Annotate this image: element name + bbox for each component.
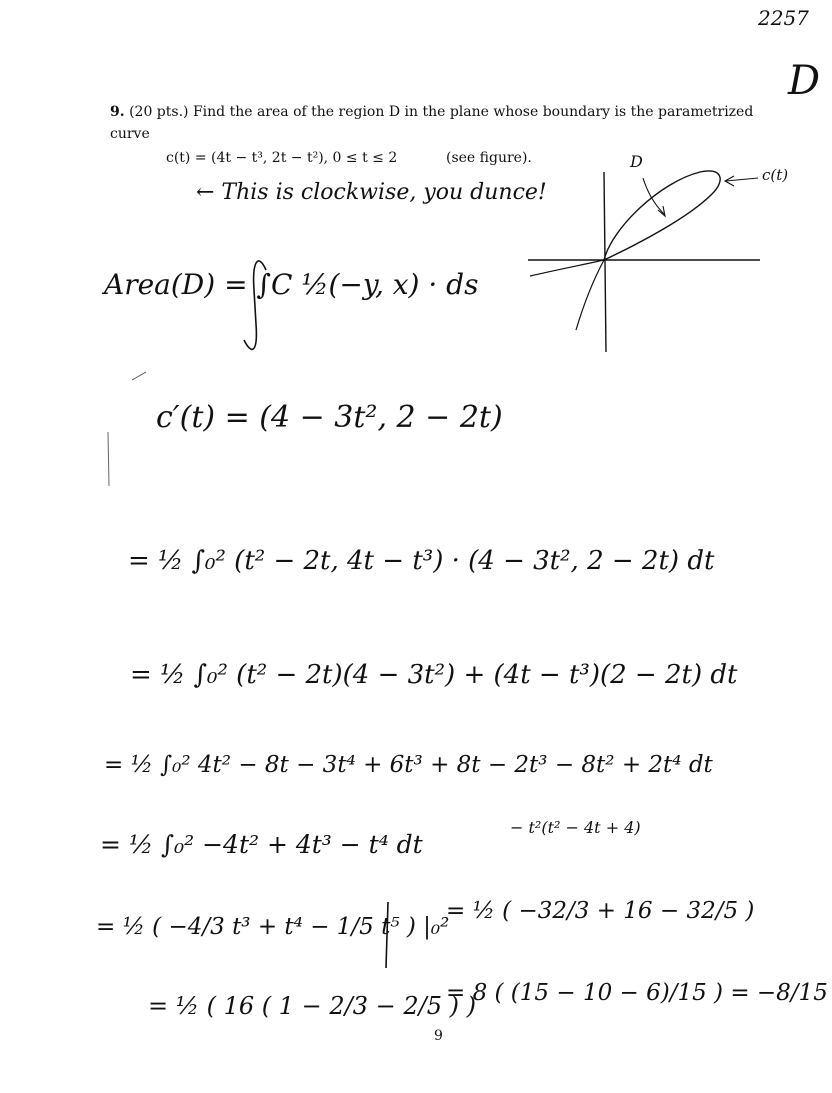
figure-region-label: D: [630, 152, 643, 171]
stray-mark: [108, 432, 109, 486]
work-step-3: = ½ ∫₀² 4t² − 8t − 3t⁴ + 6t³ + 8t − 2t³ − 8t² + 2t⁴ dt: [104, 752, 713, 778]
page-number: 9: [434, 1028, 443, 1044]
work-step-5-left: = ½ ( −4/3 t³ + t⁴ − 1/5 t⁵ ) |₀²: [96, 914, 450, 940]
derivative-line: c′(t) = (4 − 3t², 2 − 2t): [156, 400, 503, 435]
problem-number: 9.: [110, 104, 125, 120]
area-formula: Area(D) = ∫C ½(−y, x) · ds: [104, 268, 479, 301]
work-step-5-right: = ½ ( −32/3 + 16 − 32/5 ): [446, 898, 755, 924]
curve-pointer: [726, 178, 758, 181]
corner-code: 2257: [758, 6, 809, 30]
stray-mark: [132, 372, 146, 380]
problem-text-line2: curve: [110, 126, 150, 142]
figure-curve-label: c(t): [762, 166, 789, 184]
work-step-6-left: = ½ ( 16 ( 1 − 2/3 − 2/5 ) ): [148, 992, 477, 1020]
orientation-note: ← This is clockwise, you dunce!: [196, 180, 547, 205]
factoring-note: − t²(t² − 4t + 4): [510, 818, 641, 837]
corner-letter: D: [788, 58, 821, 104]
curve-definition: c(t) = (4t − t³, 2t − t²), 0 ≤ t ≤ 2: [166, 150, 398, 166]
y-axis: [604, 172, 606, 352]
curve-loop: [604, 171, 720, 260]
problem-points: (20 pts.): [129, 104, 189, 120]
work-step-6-right: = 8 ( (15 − 10 − 6)/15 ) = −8/15: [446, 980, 828, 1006]
work-step-1: = ½ ∫₀² (t² − 2t, 4t − t³) · (4 − 3t², 2 − 2t) dt: [128, 546, 715, 576]
see-figure: (see figure).: [446, 150, 532, 166]
work-step-4: = ½ ∫₀² −4t² + 4t³ − t⁴ dt: [100, 830, 423, 859]
curve-tail-left: [576, 260, 604, 330]
problem-text: Find the area of the region D in the plane whose boundary is the parametrized: [192, 104, 754, 120]
work-step-2: = ½ ∫₀² (t² − 2t)(4 − 3t²) + (4t − t³)(2 − 2t) dt: [130, 660, 738, 690]
curve-tail-right: [530, 260, 604, 276]
